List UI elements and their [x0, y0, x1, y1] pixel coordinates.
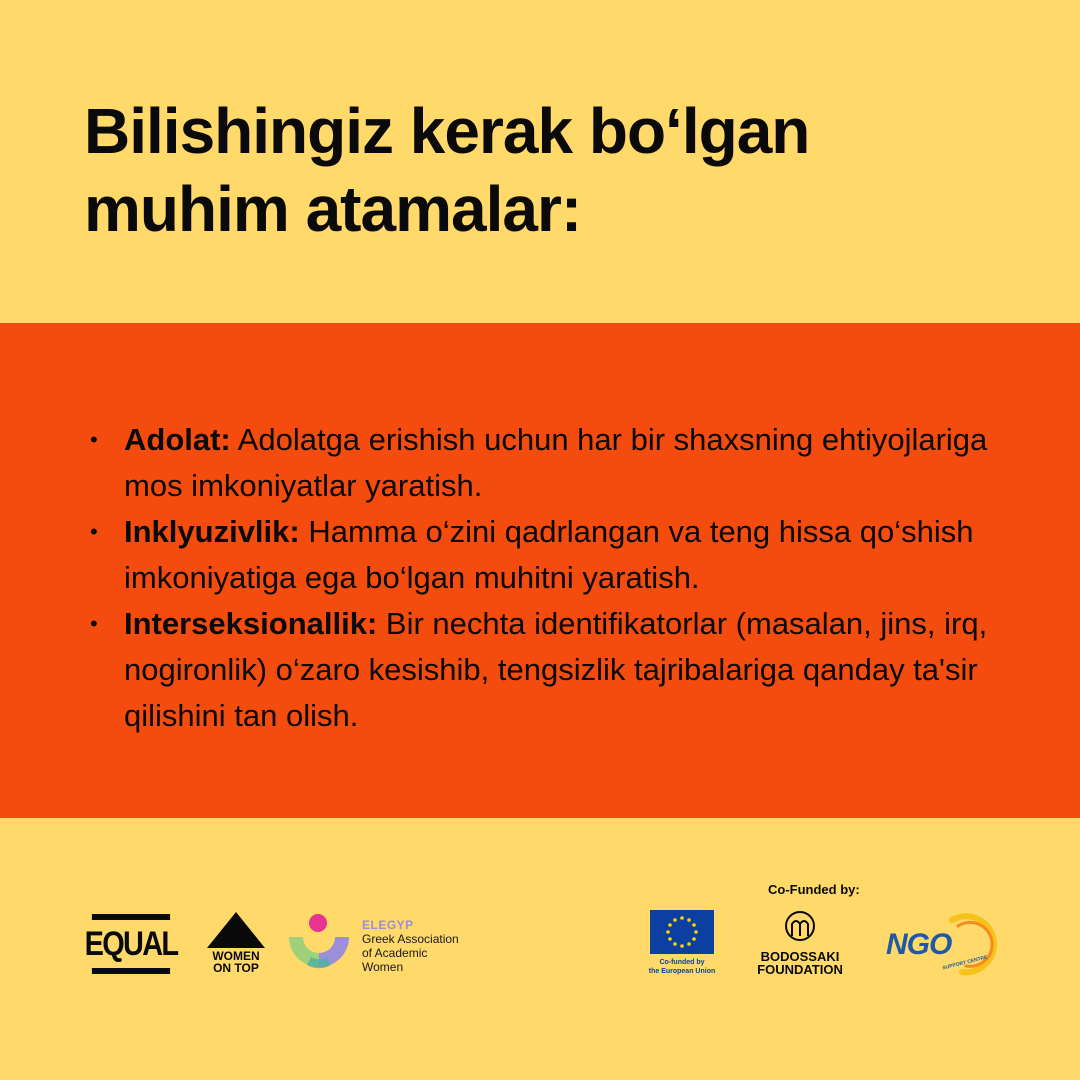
list-item	[90, 509, 1010, 601]
women-on-top-text	[205, 950, 267, 974]
list-item	[90, 417, 1010, 509]
title-line-1: Bilishingiz kerak bo‘lgan	[84, 95, 810, 167]
list-item	[90, 601, 1010, 739]
elegyp-line-1: Greek Association	[362, 932, 459, 946]
eu-line-2: the European Union	[648, 968, 716, 975]
terms-list	[90, 417, 1010, 739]
bullet-icon: •	[90, 519, 98, 544]
equal-logo-text: EQUAL	[84, 924, 178, 963]
term-definition: Bir nechta identifikatorlar (masalan, jins, irq, nogironlik) o‘zaro kesishib, tengsizlik tajribalariga qanday ta'sir qilishini tan olish.	[124, 606, 988, 733]
bodossaki-logo	[750, 910, 850, 980]
bullet-icon: •	[90, 611, 98, 636]
bullet-icon: •	[90, 427, 98, 452]
term-name: Interseksionallik:	[124, 606, 378, 641]
equal-logo	[84, 914, 178, 974]
ngo-logo-subtext: SUPPORT CENTRE	[941, 954, 989, 972]
term-definition: Adolatga erishish uchun har bir shaxsning ehtiyojlariga mos imkoniyatlar yaratish.	[124, 422, 988, 503]
eu-logo	[642, 910, 722, 980]
women-on-top-logo	[205, 910, 267, 980]
bodossaki-logo-text	[750, 950, 850, 976]
bodossaki-line-2: FOUNDATION	[757, 962, 843, 977]
triangle-icon	[205, 910, 267, 950]
title-line-2: muhim atamalar:	[84, 173, 582, 245]
bodossaki-line-1: BODOSSAKI	[760, 949, 840, 964]
term-name: Inklyuzivlik:	[124, 514, 300, 549]
ngo-logo-text: NGO	[886, 928, 952, 961]
eu-stars-icon	[650, 910, 714, 954]
elegyp-logo	[287, 913, 477, 983]
cofunded-label: Co-Funded by:	[768, 882, 860, 897]
bodossaki-mark-icon	[784, 910, 816, 946]
page-title	[84, 92, 984, 248]
term-definition: Hamma o‘zini qadrlangan va teng hissa qo‘shish imkoniyatiga ega bo‘lgan muhitni yaratish.	[124, 514, 974, 595]
eu-flag-icon	[650, 910, 714, 954]
elegyp-line-3: Women	[362, 960, 404, 974]
elegyp-abbreviation: ELEGYP	[362, 918, 414, 932]
eu-logo-text	[642, 958, 722, 976]
ngo-support-centre-logo	[882, 910, 1002, 980]
women-on-top-line-1: WOMEN	[212, 949, 260, 963]
elegyp-full-name	[362, 932, 477, 974]
elegyp-line-2: of Academic	[362, 946, 428, 960]
eu-line-1: Co-funded by	[659, 959, 705, 966]
elegyp-mark-icon	[287, 913, 353, 973]
term-name: Adolat:	[124, 422, 231, 457]
women-on-top-line-2: ON TOP	[213, 961, 259, 975]
